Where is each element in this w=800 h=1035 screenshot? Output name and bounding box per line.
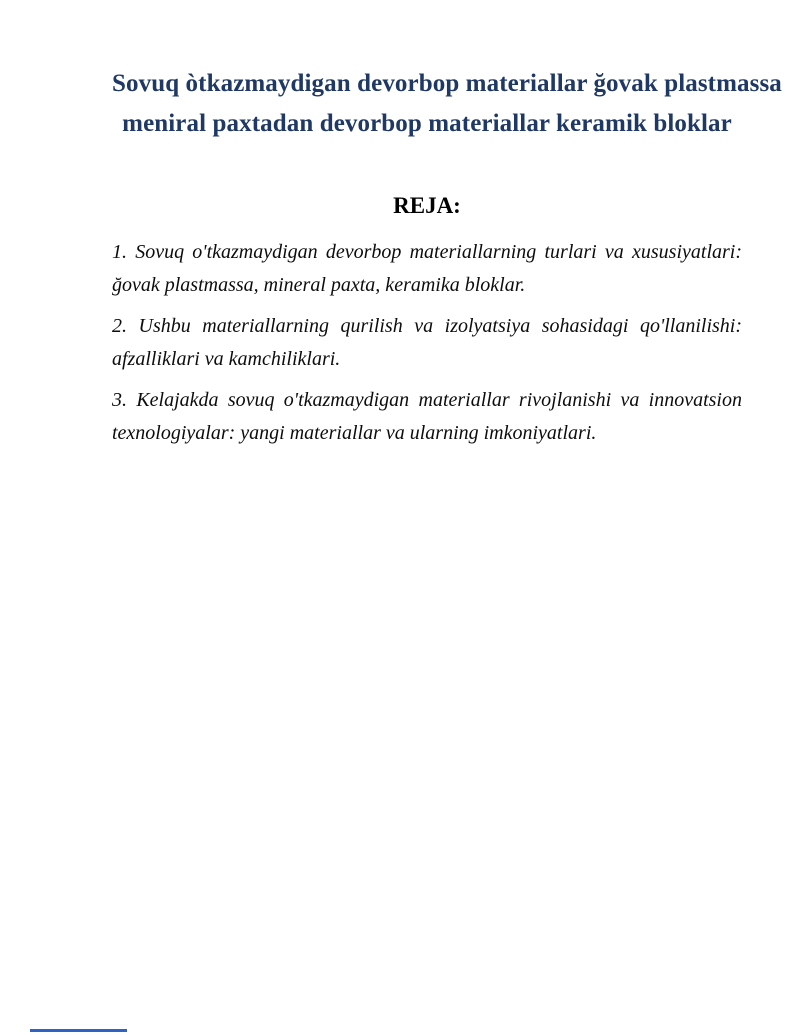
- plan-item-2: 2. Ushbu materiallarning qurilish va izolyatsiya sohasidagi qo'llanilishi: afzalliklari va kamchiliklari.: [112, 315, 742, 370]
- document-content: [0, 0, 800, 450]
- document-title-line-2: meniral paxtadan devorbop materiallar keramik bloklar: [122, 110, 732, 137]
- page-bottom-blue-line: [30, 1029, 127, 1032]
- document-title-line-1: Sovuq òtkazmaydigan devorbop materiallar ğovak plastmassa: [112, 70, 782, 97]
- document-title: [112, 64, 782, 144]
- plan-item-3: 3. Kelajakda sovuq o'tkazmaydigan materiallar rivojlanishi va innovatsion texnologiyalar: yangi materiallar va ularning imkoniyatlari.: [112, 389, 742, 444]
- plan-item-1: 1. Sovuq o'tkazmaydigan devorbop materiallarning turlari va xususiyatlari: ğovak plastmassa, mineral paxta, keramika bloklar.: [112, 241, 742, 296]
- plan-list: [112, 236, 742, 450]
- plan-heading: REJA:: [393, 193, 461, 218]
